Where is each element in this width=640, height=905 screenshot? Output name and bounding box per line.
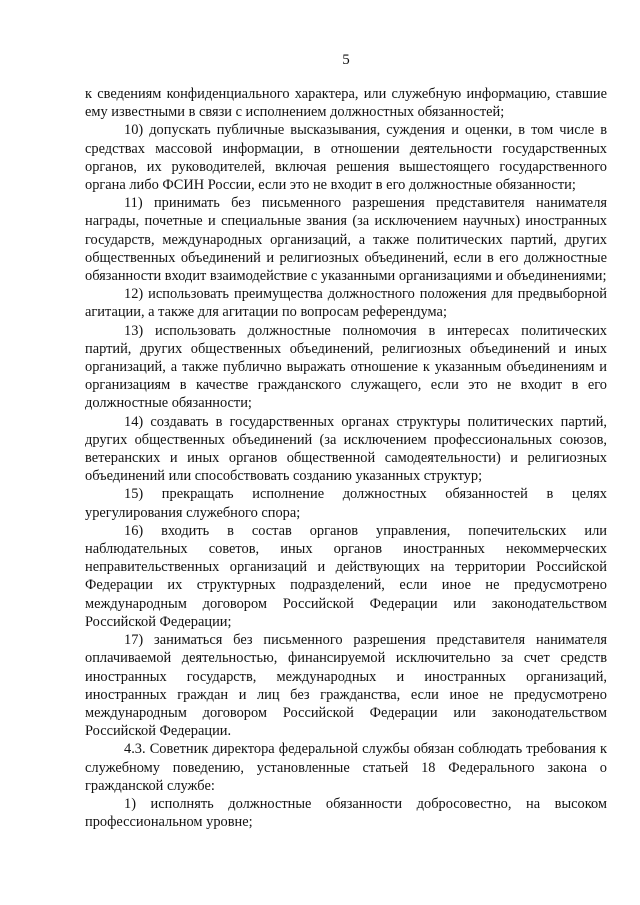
page-number: 5 [342, 52, 350, 68]
paragraph-item-11: 11) принимать без письменного разрешения представителя нанимателя награды, почетные и специальные звания (за исключением научных) иностранных государств, международных организаций, а также политических партий, других общественных объединений и религиозных объединений, если в его должностные обязанности входит взаимодействие с указанными организациями и объединениями; [85, 195, 607, 285]
paragraph-item-17: 17) заниматься без письменного разрешения представителя нанимателя оплачиваемой деятельностью, финансируемой исключительно за счет средств иностранных государств, международных и иностранных организаций, иностранных граждан и лиц без гражданства, если иное не предусмотрено международным договором Российской Федерации или законодательством Российской Федерации. [85, 632, 607, 740]
paragraph-item-12: 12) использовать преимущества должностного положения для предвыборной агитации, а также для агитации по вопросам референдума; [85, 286, 607, 321]
paragraph-item-16: 16) входить в состав органов управления, попечительских или наблюдательных советов, иных органов иностранных некоммерческих неправительственных организаций и действующих на территории Российской Федерации их структурных подразделений, если иное не предусмотрено международным договором Российской Федерации или законодательством Российской Федерации; [85, 522, 607, 630]
paragraph-item-10: 10) допускать публичные высказывания, суждения и оценки, в том числе в средствах массовой информации, в отношении деятельности государственных органов, их руководителей, включая решения вышестоящего государственного органа либо ФСИН России, если это не входит в его должностные обязанности; [85, 122, 607, 194]
document-page [85, 50, 607, 831]
paragraph-continuation: к сведениям конфиденциального характера, или служебную информацию, ставшие ему известными в связи с исполнением должностных обязанностей; [85, 86, 607, 121]
paragraph-section-4-3: 4.3. Советник директора федеральной службы обязан соблюдать требования к служебному поведению, установленные статьей 18 Федерального закона о гражданской службе: [85, 741, 607, 794]
paragraph-item-15: 15) прекращать исполнение должностных обязанностей в целях урегулирования служебного спора; [85, 486, 607, 521]
paragraph-item-1: 1) исполнять должностные обязанности добросовестно, на высоком профессиональном уровне; [85, 795, 607, 831]
paragraph-item-14: 14) создавать в государственных органах структуры политических партий, других общественных объединений (за исключением профессиональных союзов, ветеранских и иных органов общественной самодеятельности) и религиозных объединений или способствовать созданию указанных структур; [85, 413, 607, 485]
paragraph-item-13: 13) использовать должностные полномочия в интересах политических партий, других общественных объединений, религиозных объединений и иных организаций, а также публично выражать отношение к указанным объединениям и организациям в качестве гражданского служащего, если это не входит в его должностные обязанности; [85, 322, 607, 412]
